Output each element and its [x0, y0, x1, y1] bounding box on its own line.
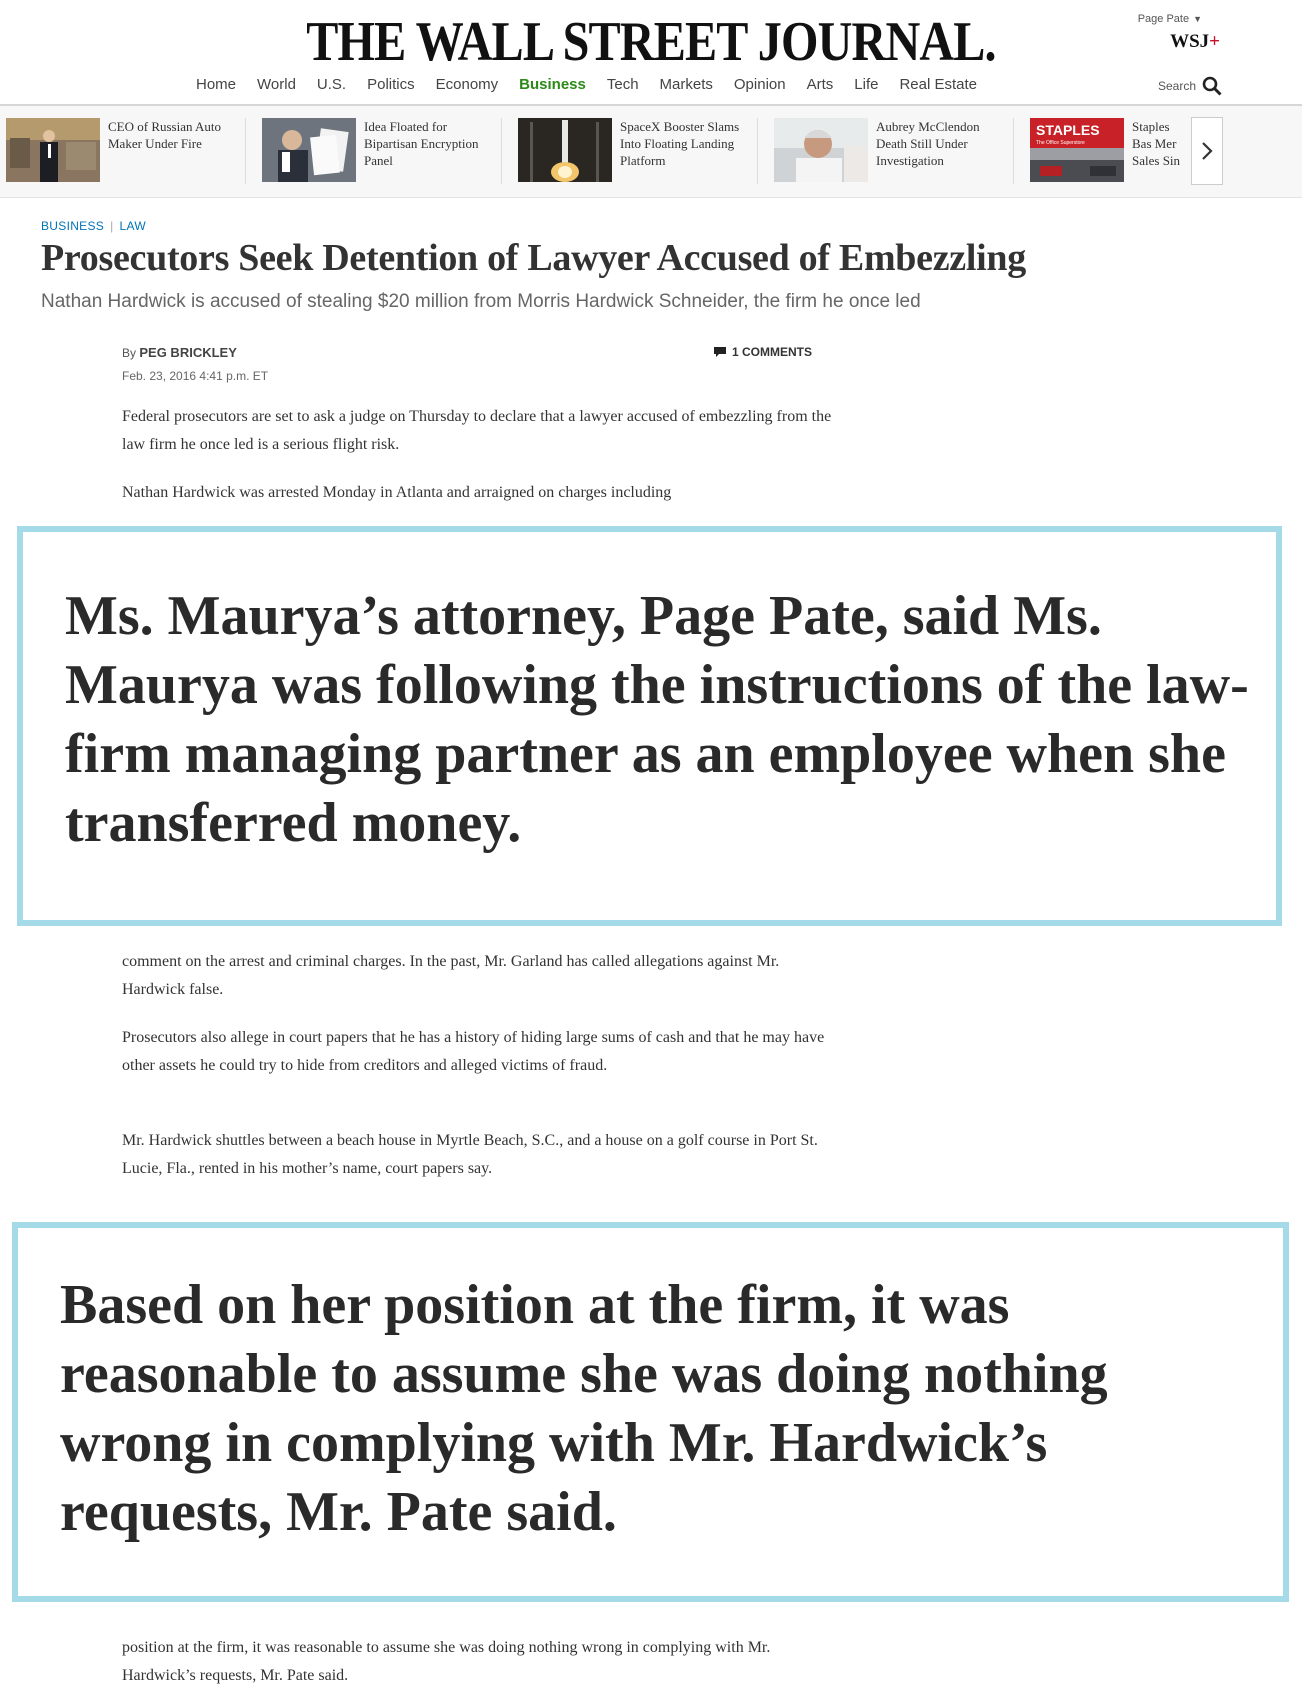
nav-item-us[interactable]: U.S.: [316, 76, 347, 93]
pull-quote-text: Based on her position at the firm, it was reasonable to assume she was doing nothing wrong in complying with Mr. Hardwick’s requests, Mr. Pate said.: [60, 1274, 1108, 1543]
nav-item-economy[interactable]: Economy: [435, 76, 499, 93]
carousel-card[interactable]: [256, 118, 502, 184]
subsection-link[interactable]: LAW: [119, 219, 146, 233]
article-headline: Prosecutors Seek Detention of Lawyer Accused of Embezzling: [41, 237, 1026, 279]
wsj-plus-mark: +: [1209, 31, 1220, 52]
svg-text:The Office Superstore: The Office Superstore: [1036, 140, 1085, 146]
carousel-card[interactable]: [0, 118, 246, 184]
primary-nav: [196, 76, 977, 93]
nav-item-business[interactable]: Business: [519, 76, 586, 93]
nav-item-real-estate[interactable]: Real Estate: [899, 76, 977, 93]
site-logo[interactable]: THE WALL STREET JOURNAL.: [306, 11, 996, 73]
comments-count: 1 COMMENTS: [732, 345, 813, 359]
headline-carousel: [0, 106, 1302, 198]
nav-item-politics[interactable]: Politics: [367, 76, 415, 93]
search-label: Search: [1157, 79, 1196, 93]
article-paragraph: Nathan Hardwick was arrested Monday in Atlanta and arraigned on charges including: [122, 484, 672, 501]
nav-item-tech[interactable]: Tech: [606, 76, 639, 93]
nav-item-arts[interactable]: Arts: [806, 76, 834, 93]
carousel-card-title: Staples Bas Mer Sales Sin: [1132, 119, 1181, 168]
timestamp: Feb. 23, 2016 4:41 p.m. ET: [122, 369, 269, 383]
pull-quote-box: [17, 526, 1282, 926]
photo-man-portrait-icon: [774, 118, 868, 182]
search-button[interactable]: [1158, 76, 1222, 96]
masthead: [0, 0, 1302, 106]
article-paragraph: Mr. Hardwick shuttles between a beach house in Myrtle Beach, S.C., and a house on a golf course in Port St. Lucie, Fla., rented in his mother’s name, court papers say.: [122, 1132, 818, 1177]
caret-down-icon: ▼: [1193, 14, 1202, 24]
byline-prefix: By: [122, 346, 137, 360]
comment-bubble-icon: [713, 346, 727, 358]
chevron-right-icon: [1200, 140, 1214, 162]
user-menu[interactable]: [1138, 13, 1202, 25]
photo-staples-store-icon: [1030, 118, 1124, 182]
breadcrumb-separator: |: [110, 219, 114, 233]
photo-factory-man-icon: [6, 118, 100, 182]
carousel-card-title: Idea Floated for Bipartisan Encryption Panel: [364, 119, 479, 168]
nav-item-life[interactable]: Life: [854, 76, 879, 93]
carousel-card-title: SpaceX Booster Slams Into Floating Landing Platform: [620, 119, 740, 168]
carousel-card-title: CEO of Russian Auto Maker Under Fire: [108, 119, 222, 151]
article-paragraph: comment on the arrest and criminal charges. In the past, Mr. Garland has called allegations against Mr. Hardwick false.: [122, 953, 780, 998]
comments-link[interactable]: [713, 345, 812, 359]
wsj-plus-label: WSJ: [1170, 31, 1210, 52]
user-name: Page Pate: [1137, 13, 1190, 25]
search-icon: [1202, 76, 1222, 96]
pull-quote-text: Ms. Maurya’s attorney, Page Pate, said Ms. Maurya was following the instructions of the law-firm managing partner as an employee when she transferred money.: [65, 585, 1249, 854]
byline: [122, 345, 237, 360]
carousel-card[interactable]: [768, 118, 1014, 184]
photo-rocket-launch-icon: [518, 118, 612, 182]
section-link[interactable]: BUSINESS: [41, 219, 105, 233]
carousel-card-title: Aubrey McClendon Death Still Under Investigation: [876, 119, 980, 168]
article-dek: Nathan Hardwick is accused of stealing $20 million from Morris Hardwick Schneider, the firm he once led: [41, 291, 921, 312]
article-paragraph: Prosecutors also allege in court papers that he has a history of hiding large sums of cash and that he may have other assets he could try to hide from creditors and alleged victims of fraud.: [122, 1029, 825, 1074]
carousel-card[interactable]: [1024, 118, 1194, 184]
section-breadcrumb: [41, 219, 146, 233]
wsj-plus-link[interactable]: [1170, 31, 1220, 53]
nav-item-opinion[interactable]: Opinion: [733, 76, 786, 93]
nav-item-markets[interactable]: Markets: [659, 76, 713, 93]
carousel-next-button[interactable]: [1191, 117, 1223, 185]
author-link[interactable]: PEG BRICKLEY: [139, 345, 237, 360]
photo-official-papers-icon: [262, 118, 356, 182]
pull-quote-box: [12, 1222, 1289, 1602]
article-paragraph: Federal prosecutors are set to ask a judge on Thursday to declare that a lawyer accused of embezzling from the law firm he once led is a serious flight risk.: [122, 408, 832, 453]
article-paragraph: position at the firm, it was reasonable to assume she was doing nothing wrong in complying with Mr. Hardwick’s requests, Mr. Pate said.: [122, 1639, 771, 1684]
carousel-card[interactable]: [512, 118, 758, 184]
svg-text:STAPLES: STAPLES: [1036, 122, 1100, 138]
nav-item-home[interactable]: Home: [196, 76, 237, 93]
nav-item-world[interactable]: World: [257, 76, 296, 93]
